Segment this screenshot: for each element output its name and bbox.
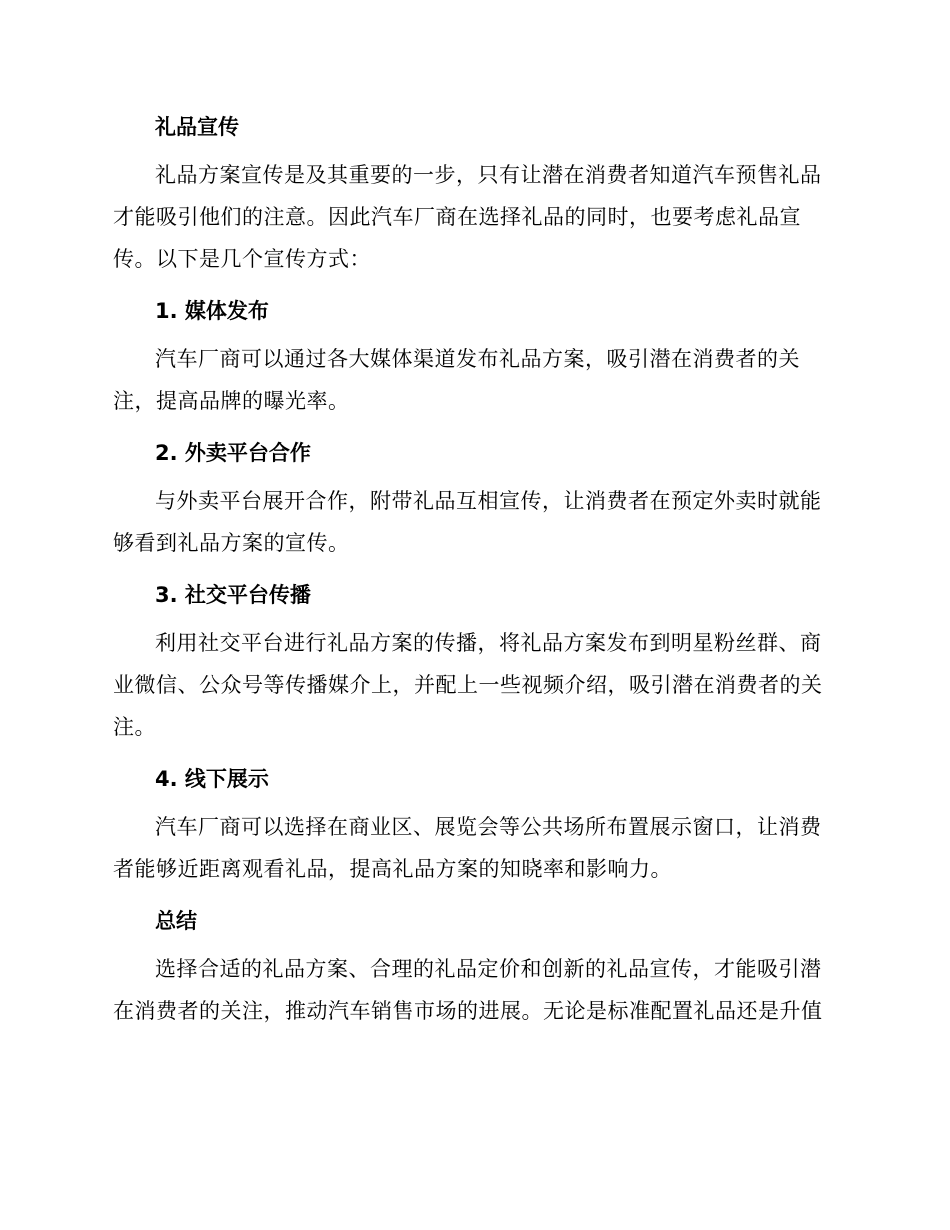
section-heading-gift-promotion: 礼品宣传 [155, 115, 239, 139]
section-heading-offline-display: 4. 线下展示 [155, 767, 269, 791]
section-paragraph-media-release: 汽车厂商可以通过各大媒体渠道发布礼品方案，吸引潜在消费者的关注，提高品牌的曝光率。 [113, 347, 800, 413]
document-body [113, 106, 833, 1042]
section-heading-summary: 总结 [155, 909, 197, 933]
section-paragraph-delivery-platform: 与外卖平台展开合作，附带礼品互相宣传，让消费者在预定外卖时就能够看到礼品方案的宣传。 [113, 489, 822, 555]
section-heading-media-release: 1. 媒体发布 [155, 299, 269, 323]
section-heading-social-platform: 3. 社交平台传播 [155, 583, 311, 607]
section-heading-delivery-platform: 2. 外卖平台合作 [155, 441, 311, 465]
section-paragraph-offline-display: 汽车厂商可以选择在商业区、展览会等公共场所布置展示窗口，让消费者能够近距离观看礼品，提高礼品方案的知晓率和影响力。 [113, 815, 822, 881]
section-paragraph-social-platform: 利用社交平台进行礼品方案的传播，将礼品方案发布到明星粉丝群、商业微信、公众号等传播媒介上，并配上一些视频介绍，吸引潜在消费者的关注。 [113, 631, 823, 739]
section-paragraph-gift-promotion: 礼品方案宣传是及其重要的一步，只有让潜在消费者知道汽车预售礼品才能吸引他们的注意。因此汽车厂商在选择礼品的同时，也要考虑礼品宣传。以下是几个宣传方式： [113, 163, 822, 271]
section-paragraph-summary: 选择合适的礼品方案、合理的礼品定价和创新的礼品宣传，才能吸引潜在消费者的关注，推动汽车销售市场的进展。无论是标准配置礼品还是升值 [113, 957, 823, 1023]
